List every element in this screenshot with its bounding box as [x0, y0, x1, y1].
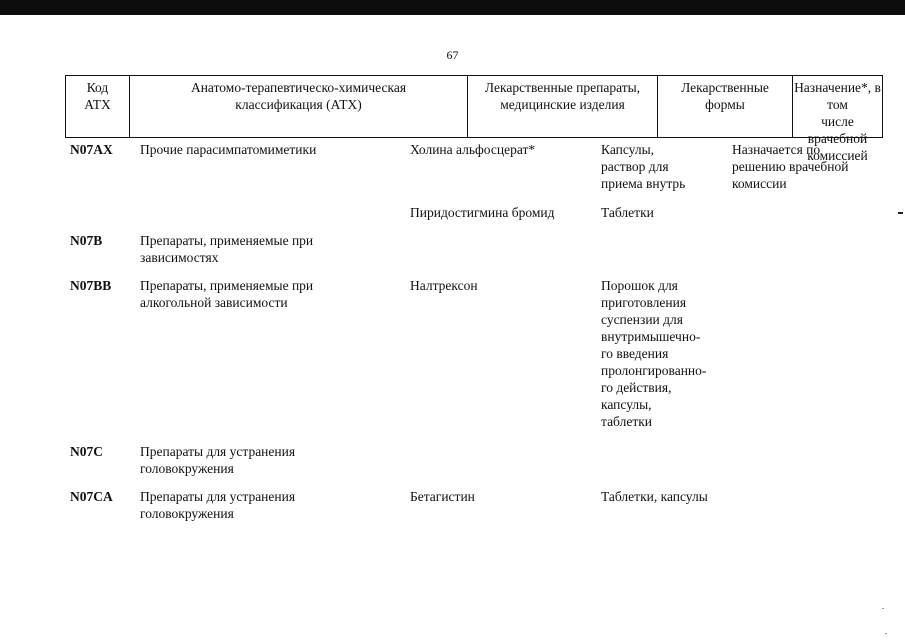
header-code: Код АТХ — [84, 80, 111, 112]
scan-top-border — [0, 0, 905, 15]
dosage-form: Капсулы, раствор для приема внутрь — [601, 142, 686, 191]
atx-code: N07CA — [70, 489, 113, 504]
drug-name: Налтрексон — [410, 278, 478, 293]
drug-name: Холина альфосцерат* — [410, 142, 536, 157]
header-forms: Лекарственные формы — [657, 76, 792, 137]
assignment-note: Назначается по решению врачебной комиссии — [732, 142, 849, 191]
dosage-form: Таблетки — [601, 205, 654, 220]
atx-classification: Препараты для устранения головокружения — [140, 489, 296, 521]
atx-code: N07BB — [70, 278, 112, 293]
dosage-form: Таблетки, капсулы — [601, 489, 708, 504]
page-number: 67 — [446, 48, 459, 62]
drug-name: Бетагистин — [410, 489, 475, 504]
dosage-form: Порошок для приготовления суспензии для внутримышечно- го введения пролонгированно- го действия, капсулы, таблетки — [601, 278, 707, 429]
atx-code: N07C — [70, 444, 103, 459]
atx-classification: Препараты, применяемые при зависимостях — [140, 233, 314, 265]
scan-edge-mark — [898, 212, 903, 214]
drug-name: Пиридостигмина бромид — [410, 205, 555, 220]
header-assignment: Назначение*, в том числе врачебной комиссией — [792, 76, 882, 137]
atx-code: N07B — [70, 233, 103, 248]
atx-code: N07AX — [70, 142, 113, 157]
atx-classification: Препараты для устранения головокружения — [140, 444, 296, 476]
scan-speck — [882, 608, 884, 609]
scan-speck — [885, 633, 887, 634]
atx-classification: Препараты, применяемые при алкогольной зависимости — [140, 278, 314, 310]
header-classification: Анатомо-терапевтическо-химическая классификация (АТХ) — [129, 76, 467, 137]
header-drugs: Лекарственные препараты, медицинские изделия — [467, 76, 657, 137]
atx-classification: Прочие парасимпатомиметики — [140, 142, 317, 157]
